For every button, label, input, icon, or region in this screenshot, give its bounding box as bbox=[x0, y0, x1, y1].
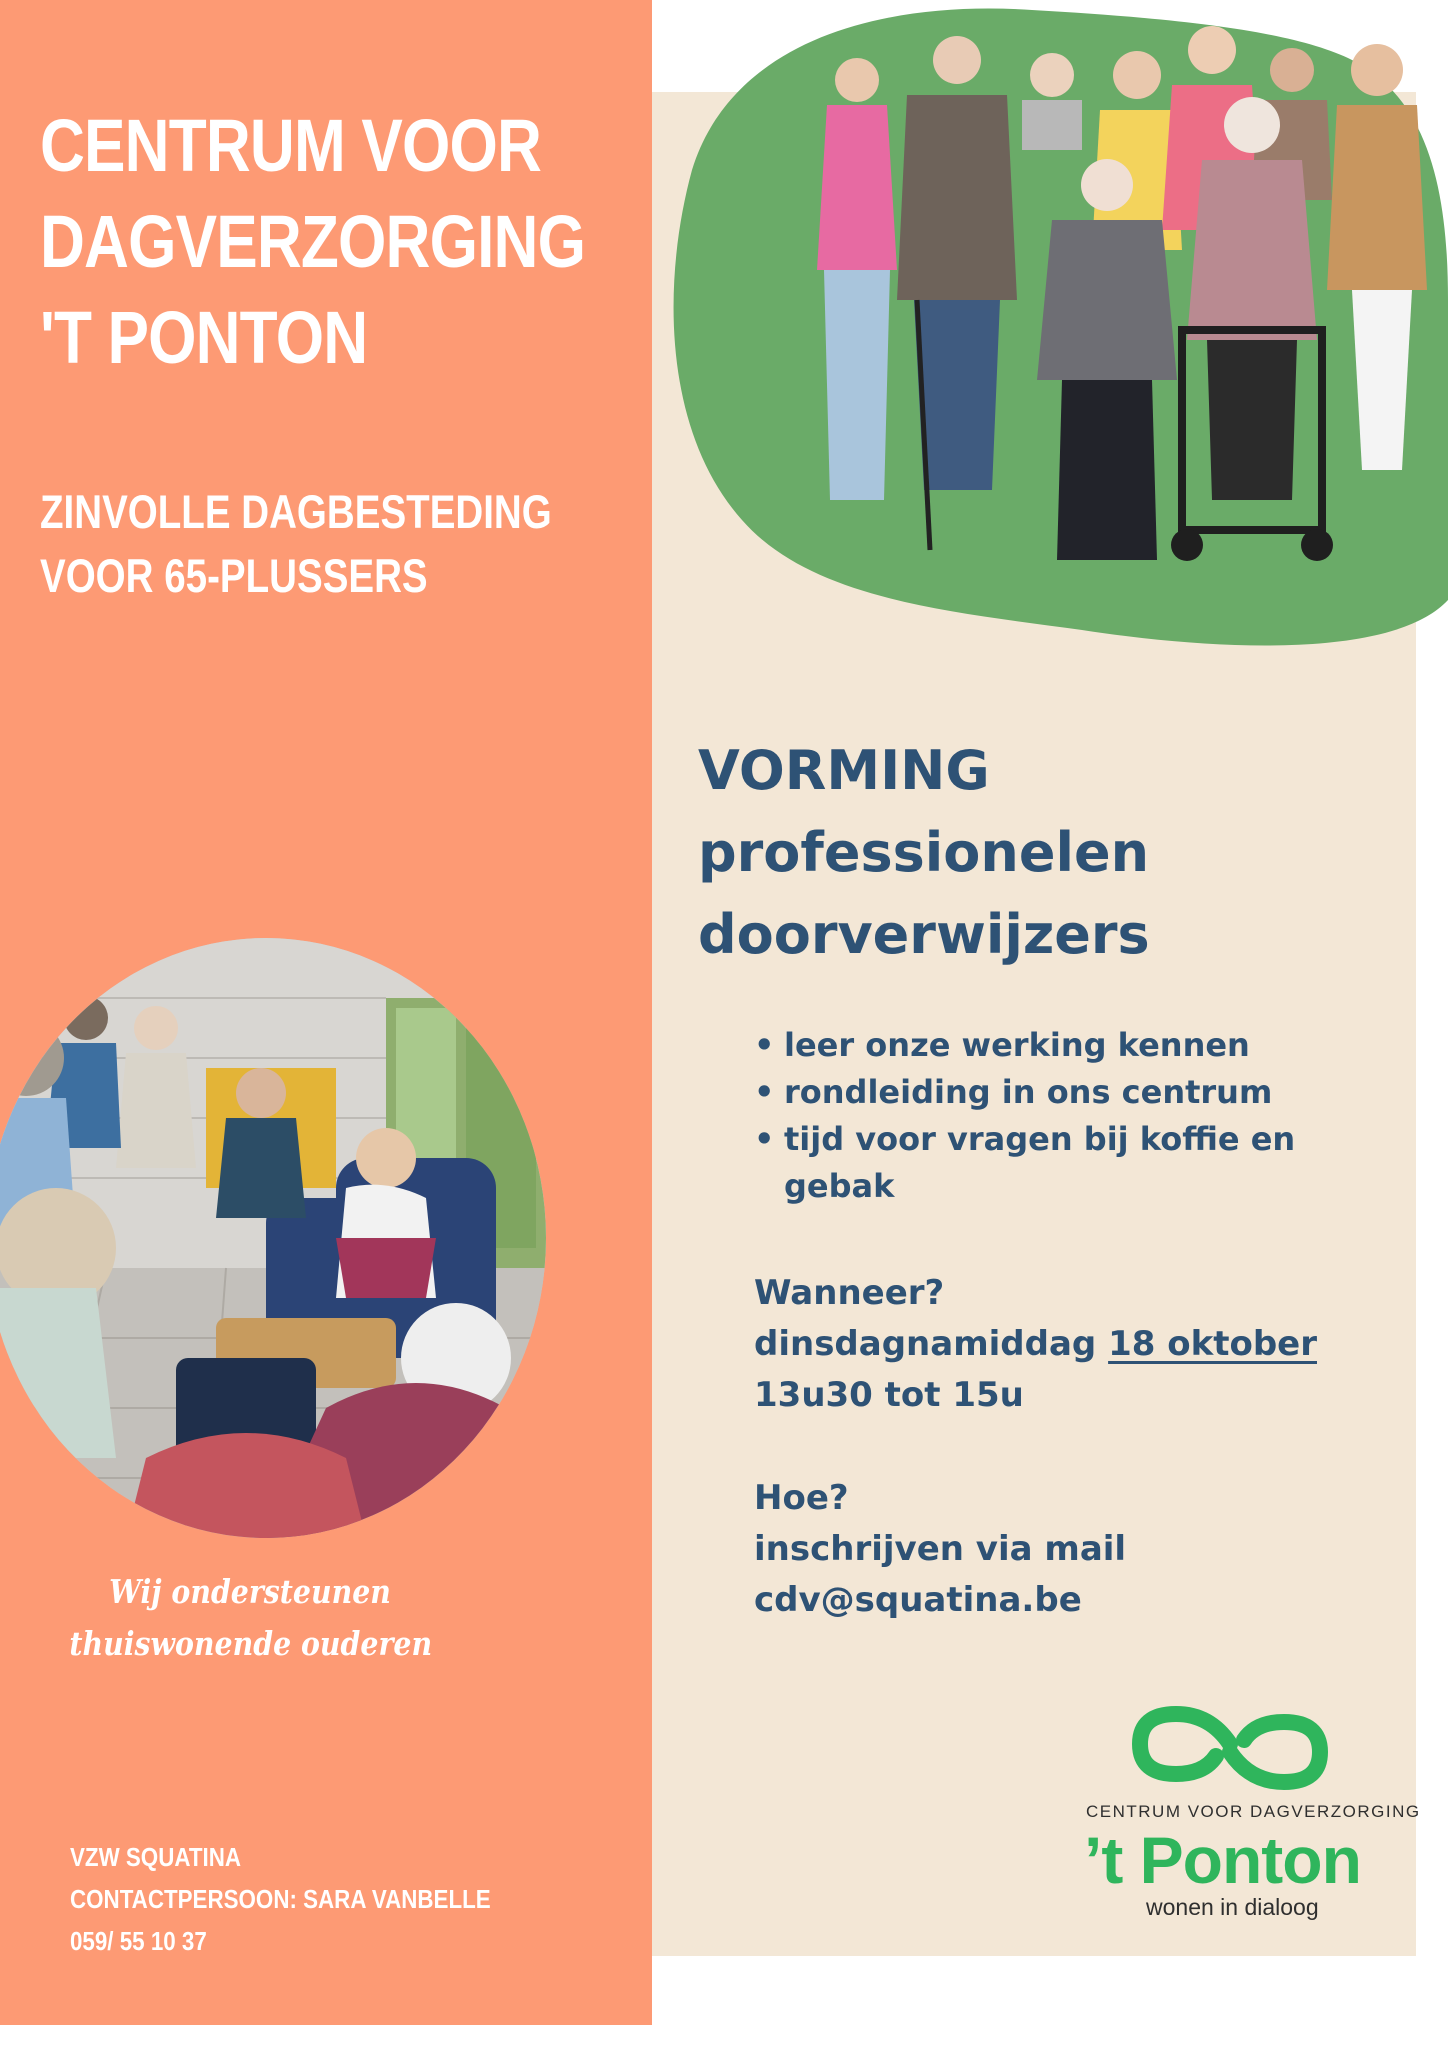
list-item: • leer onze werking kennen bbox=[754, 1022, 1398, 1069]
contact-phone: 059/ 55 10 37 bbox=[70, 1926, 207, 1956]
course-heading-line-1: VORMING bbox=[698, 739, 990, 802]
when-day: dinsdagnamiddag bbox=[754, 1324, 1097, 1364]
logo-wave-icon bbox=[1080, 1700, 1420, 1800]
how-text: inschrijven via mail bbox=[754, 1529, 1127, 1569]
main-title-line-1: CENTRUM VOOR bbox=[40, 104, 542, 187]
list-item: • rondleiding in ons centrum bbox=[754, 1069, 1398, 1116]
how-email[interactable]: cdv@squatina.be bbox=[754, 1580, 1082, 1620]
subtitle-line-1: ZINVOLLE DAGBESTEDING bbox=[40, 485, 552, 538]
activity-room-photo bbox=[0, 938, 546, 1538]
right-content bbox=[698, 730, 1398, 1626]
main-title bbox=[40, 98, 689, 386]
when-date-line bbox=[754, 1319, 1398, 1370]
activity-room-photo-illustration bbox=[0, 938, 546, 1538]
tagline bbox=[40, 1566, 460, 1670]
logo-name: ’t Ponton bbox=[1084, 1823, 1361, 1897]
subtitle bbox=[40, 480, 664, 608]
team-photo-blob bbox=[652, 0, 1448, 660]
course-heading bbox=[698, 730, 1398, 976]
logo-subtitle: CENTRUM VOOR DAGVERZORGING bbox=[1086, 1802, 1421, 1821]
ponton-logo bbox=[1080, 1700, 1421, 1920]
subtitle-line-2: VOOR 65-PLUSSERS bbox=[40, 549, 428, 602]
contact-person: CONTACTPERSOON: SARA VANBELLE bbox=[70, 1884, 491, 1914]
when-label: Wanneer? bbox=[754, 1273, 945, 1313]
contact-info bbox=[70, 1836, 559, 1962]
event-info bbox=[754, 1268, 1398, 1626]
program-list bbox=[698, 1022, 1398, 1210]
list-item: • tijd voor vragen bij koffie en gebak bbox=[754, 1116, 1398, 1210]
course-heading-line-2: professionelen bbox=[698, 821, 1150, 884]
tagline-line-1: Wij ondersteunen bbox=[109, 1572, 391, 1611]
logo-tagline: wonen in dialoog bbox=[1146, 1894, 1319, 1920]
tagline-line-2: thuiswonende ouderen bbox=[69, 1624, 433, 1663]
main-title-line-3: 'T PONTON bbox=[40, 296, 368, 379]
course-heading-line-3: doorverwijzers bbox=[698, 903, 1150, 966]
spacer bbox=[754, 1421, 1398, 1473]
contact-organization: VZW SQUATINA bbox=[70, 1842, 242, 1872]
when-date-link[interactable]: 18 oktober bbox=[1108, 1324, 1317, 1364]
main-title-line-2: DAGVERZORGING bbox=[40, 200, 586, 283]
how-label: Hoe? bbox=[754, 1478, 849, 1518]
when-time: 13u30 tot 15u bbox=[754, 1375, 1024, 1415]
